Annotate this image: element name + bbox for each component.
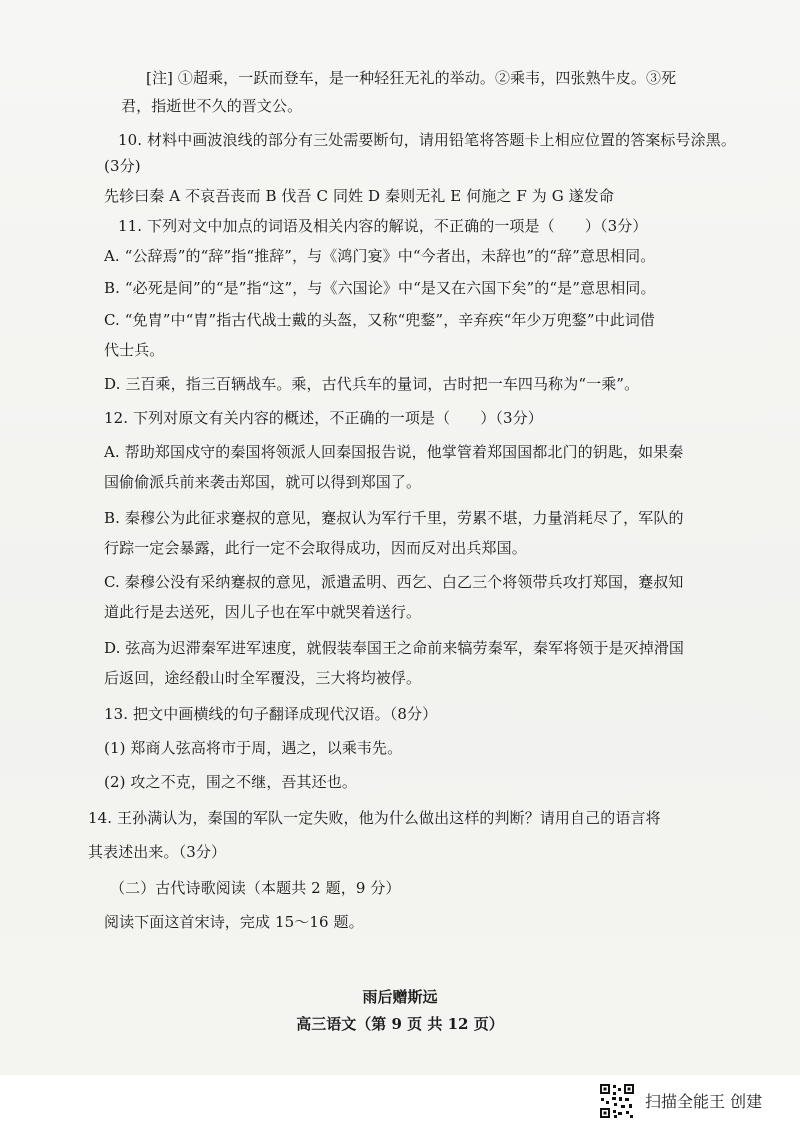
question-11-option-d: D. 三百乘，指三百辆战车。乘，古代兵车的量词，古时把一车四马称为“一乘”。	[104, 375, 640, 393]
question-12-option-d-line2: 后返回，途经殽山时全军覆没，三大将均被俘。	[104, 669, 422, 687]
question-13-sentence-2: (2) 攻之不克，围之不继，吾其还也。	[104, 773, 357, 791]
scanner-watermark: 扫描全能王 创建	[645, 1092, 763, 1111]
question-14-stem-line1: 14. 王孙满认为，秦国的军队一定失败，他为什么做出这样的判断？请用自己的语言将	[88, 809, 661, 827]
question-10-stem: 10. 材料中画波浪线的部分有三处需要断句，请用铅笔将答题卡上相应位置的答案标号涂黑。	[118, 131, 736, 149]
question-12-option-a-line2: 国偷偷派兵前来袭击郑国，就可以得到郑国了。	[104, 473, 422, 491]
question-12-option-a-line1: A. 帮助郑国戍守的秦国将领派人回秦国报告说，他掌管着郑国国都北门的钥匙，如果秦	[104, 443, 684, 461]
question-13-sentence-1: (1) 郑商人弦高将市于周，遇之，以乘韦先。	[104, 739, 403, 757]
question-14-stem-line2: 其表述出来。（3分）	[88, 843, 227, 861]
question-10-score: (3分)	[104, 157, 141, 175]
question-12-option-b-line1: B. 秦穆公为此征求蹇叔的意见，蹇叔认为军行千里，劳累不堪，力量消耗尽了，军队的	[104, 509, 684, 527]
question-12-option-d-line1: D. 弦高为迟滞秦军进军速度，就假装奉国王之命前来犒劳秦军，秦军将领于是灭掉滑国	[104, 639, 685, 657]
question-11-option-c-line1: C. “免胄”中“胄”指古代战士戴的头盔，又称“兜鍪”，辛弃疾“年少万兜鍪”中此词借	[104, 311, 656, 329]
question-11-option-b: B. “必死是间”的“是”指“这”，与《六国论》中“是又在六国下矣”的“是”意思相同。	[104, 279, 656, 297]
page-footer: 高三语文（第 9 页 共 12 页）	[296, 1015, 504, 1033]
question-10-options: 先轸曰秦 A 不哀吾丧而 B 伐吾 C 同姓 D 秦则无礼 E 何施之 F 为 G 遂发命	[104, 187, 614, 205]
annotation-line-2: 君，指逝世不久的晋文公。	[121, 97, 303, 115]
question-13-stem: 13. 把文中画横线的句子翻译成现代汉语。（8分）	[104, 705, 438, 723]
question-12-option-b-line2: 行踪一定会暴露，此行一定不会取得成功，因而反对出兵郑国。	[104, 539, 527, 557]
annotation-line-1: [注] ①超乘，一跃而登车，是一种轻狂无礼的举动。②乘韦，四张熟牛皮。③死	[146, 69, 677, 87]
poem-title: 雨后赠斯远	[362, 988, 438, 1006]
section-heading: （二）古代诗歌阅读（本题共 2 题，9 分）	[110, 879, 401, 897]
question-12-option-c-line1: C. 秦穆公没有采纳蹇叔的意见，派遣孟明、西乞、白乙三个将领带兵攻打郑国，蹇叔知	[104, 573, 684, 591]
question-12-stem: 12. 下列对原文有关内容的概述，不正确的一项是（ ）（3分）	[104, 409, 543, 427]
question-11-option-a: A. “公辞焉”的“辞”指“推辞”，与《鸿门宴》中“今者出，未辞也”的“辞”意思相同。	[104, 247, 656, 265]
question-11-option-c-line2: 代士兵。	[104, 341, 165, 359]
question-11-stem: 11. 下列对文中加点的词语及相关内容的解说，不正确的一项是（ ）（3分）	[118, 217, 648, 235]
question-12-option-c-line2: 道此行是去送死，因儿子也在军中就哭着送行。	[104, 603, 422, 621]
qr-code-icon	[599, 1083, 635, 1119]
section-intro: 阅读下面这首宋诗，完成 15～16 题。	[104, 913, 364, 931]
